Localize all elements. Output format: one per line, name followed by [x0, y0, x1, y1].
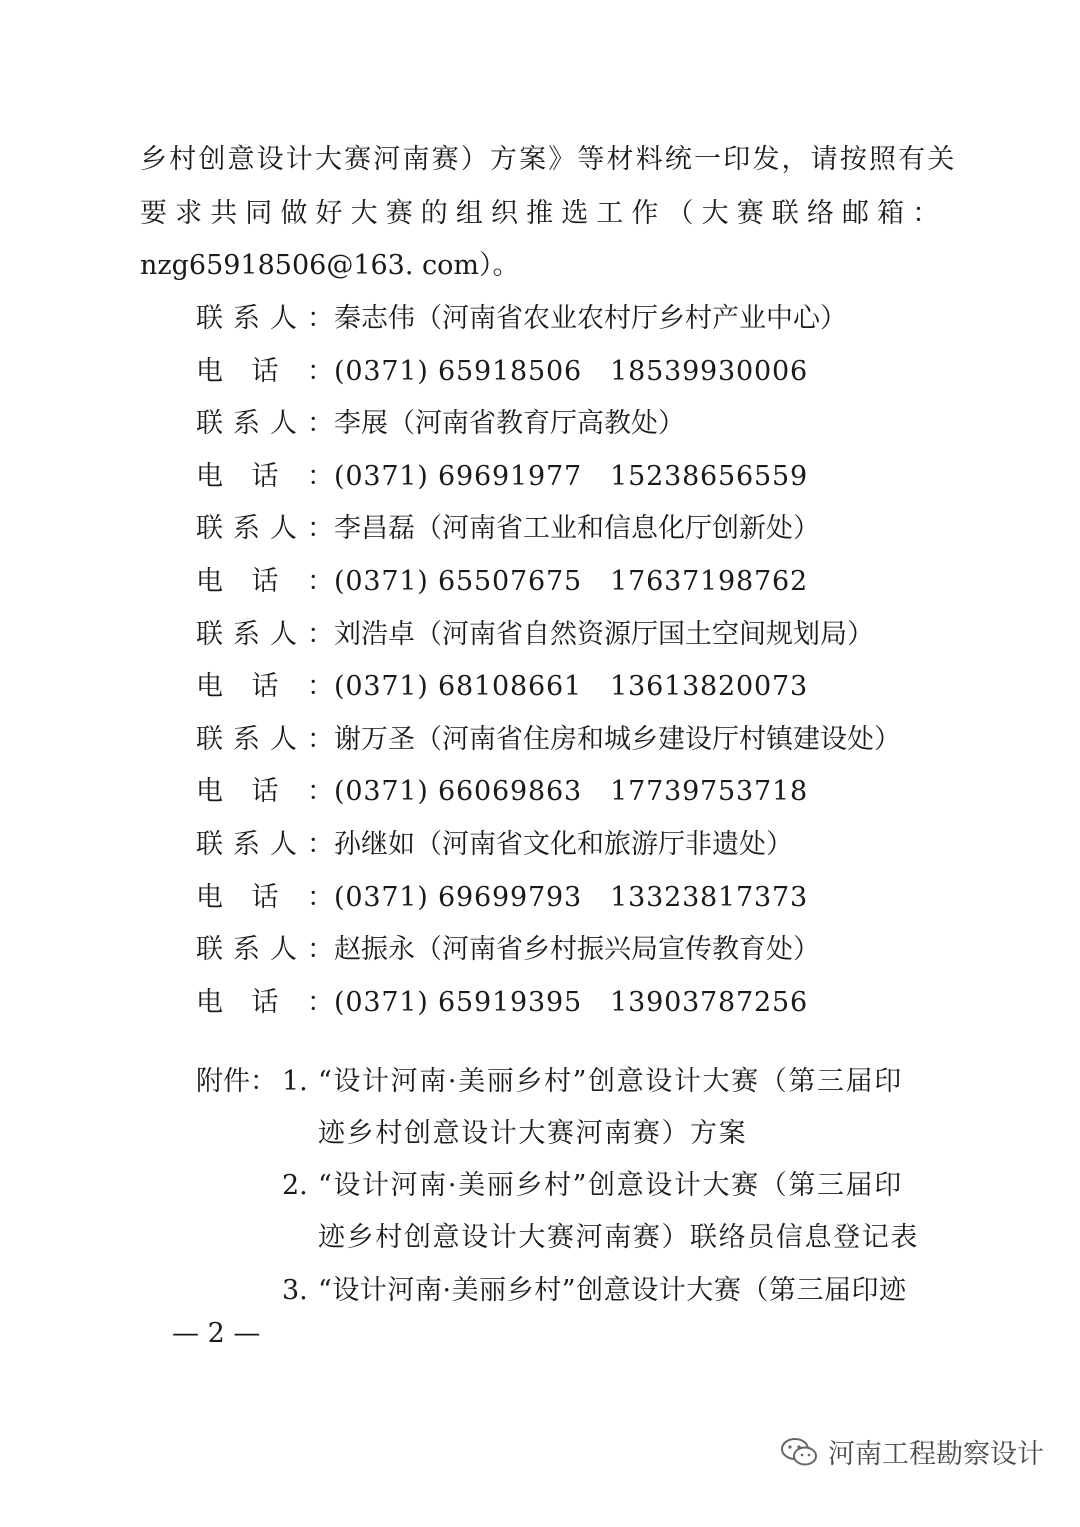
- contact-name-row: [196, 511, 820, 547]
- contact-value: (0371) 65507675 17637198762: [334, 566, 808, 597]
- contact-phone-row: [196, 774, 808, 810]
- contact-value: 秦志伟（河南省农业农村厅乡村产业中心）: [334, 303, 847, 334]
- attachment-2-number: 2.: [282, 1170, 308, 1201]
- contact-label: 电 话 ：: [196, 566, 334, 597]
- contact-value: (0371) 69699793 13323817373: [334, 882, 808, 913]
- contact-label: 联 系 人 ：: [196, 513, 334, 544]
- contact-label: 电 话 ：: [196, 356, 334, 387]
- contact-phone-row: [196, 669, 808, 705]
- contact-value: 谢万圣（河南省住房和城乡建设厅村镇建设处）: [334, 724, 901, 755]
- contact-name-row: [196, 722, 901, 758]
- contact-phone-row: [196, 459, 808, 495]
- contact-label: 联 系 人 ：: [196, 724, 334, 755]
- contact-value: 孙继如（河南省文化和旅游厅非遗处）: [334, 829, 793, 860]
- attachment-3-line1: “设计河南·美丽乡村”创意设计大赛（第三届印迹: [318, 1275, 907, 1306]
- body-line-3: nzg65918506@163. com）。: [140, 250, 520, 281]
- watermark-text: 河南工程勘察设计: [828, 1439, 1044, 1470]
- contact-name-row: [196, 932, 820, 968]
- contact-phone-row: [196, 880, 808, 916]
- contact-label: 联 系 人 ：: [196, 408, 334, 439]
- attachment-1-line1: “设计河南·美丽乡村”创意设计大赛（第三届印: [318, 1066, 903, 1097]
- contact-value: (0371) 65919395 13903787256: [334, 987, 808, 1018]
- contact-name-row: [196, 301, 847, 337]
- watermark: [780, 1432, 1044, 1471]
- contact-name-row: [196, 406, 685, 442]
- contact-label: 联 系 人 ：: [196, 303, 334, 334]
- attachment-2-line2: 迹乡村创意设计大赛河南赛）联络员信息登记表: [318, 1222, 920, 1253]
- contact-phone-row: [196, 985, 808, 1021]
- contact-value: 刘浩卓（河南省自然资源厅国土空间规划局）: [334, 619, 874, 650]
- contact-label: 电 话 ：: [196, 671, 334, 702]
- contact-value: 李展（河南省教育厅高教处）: [334, 408, 685, 439]
- contact-phone-row: [196, 564, 808, 600]
- contact-name-row: [196, 827, 793, 863]
- body-line-1: 乡村创意设计大赛河南赛）方案》等材料统一印发，请按照有关: [140, 144, 957, 175]
- contact-label: 联 系 人 ：: [196, 934, 334, 965]
- contact-value: 李昌磊（河南省工业和信息化厅创新处）: [334, 513, 820, 544]
- contact-value: (0371) 66069863 17739753718: [334, 776, 808, 807]
- attachment-1-number: 1.: [282, 1066, 308, 1097]
- contact-label: 电 话 ：: [196, 987, 334, 1018]
- contact-label: 联 系 人 ：: [196, 619, 334, 650]
- contact-label: 联 系 人 ：: [196, 829, 334, 860]
- contact-value: (0371) 69691977 15238656559: [334, 461, 808, 492]
- contact-label: 电 话 ：: [196, 882, 334, 913]
- contact-name-row: [196, 617, 874, 653]
- page-number: — 2 —: [172, 1318, 261, 1349]
- attachment-prefix: 附件：: [196, 1066, 277, 1097]
- contact-value: (0371) 68108661 13613820073: [334, 671, 808, 702]
- wechat-icon: [780, 1437, 818, 1467]
- attachment-3-number: 3.: [282, 1275, 308, 1306]
- contact-phone-row: [196, 354, 808, 390]
- contact-label: 电 话 ：: [196, 461, 334, 492]
- contact-label: 电 话 ：: [196, 776, 334, 807]
- attachment-1-line2: 迹乡村创意设计大赛河南赛）方案: [318, 1118, 748, 1149]
- contact-value: (0371) 65918506 18539930006: [334, 356, 808, 387]
- attachment-2-line1: “设计河南·美丽乡村”创意设计大赛（第三届印: [318, 1170, 903, 1201]
- body-line-2: 要求共同做好大赛的组织推选工作（大赛联络邮箱：: [140, 198, 948, 229]
- contact-value: 赵振永（河南省乡村振兴局宣传教育处）: [334, 934, 820, 965]
